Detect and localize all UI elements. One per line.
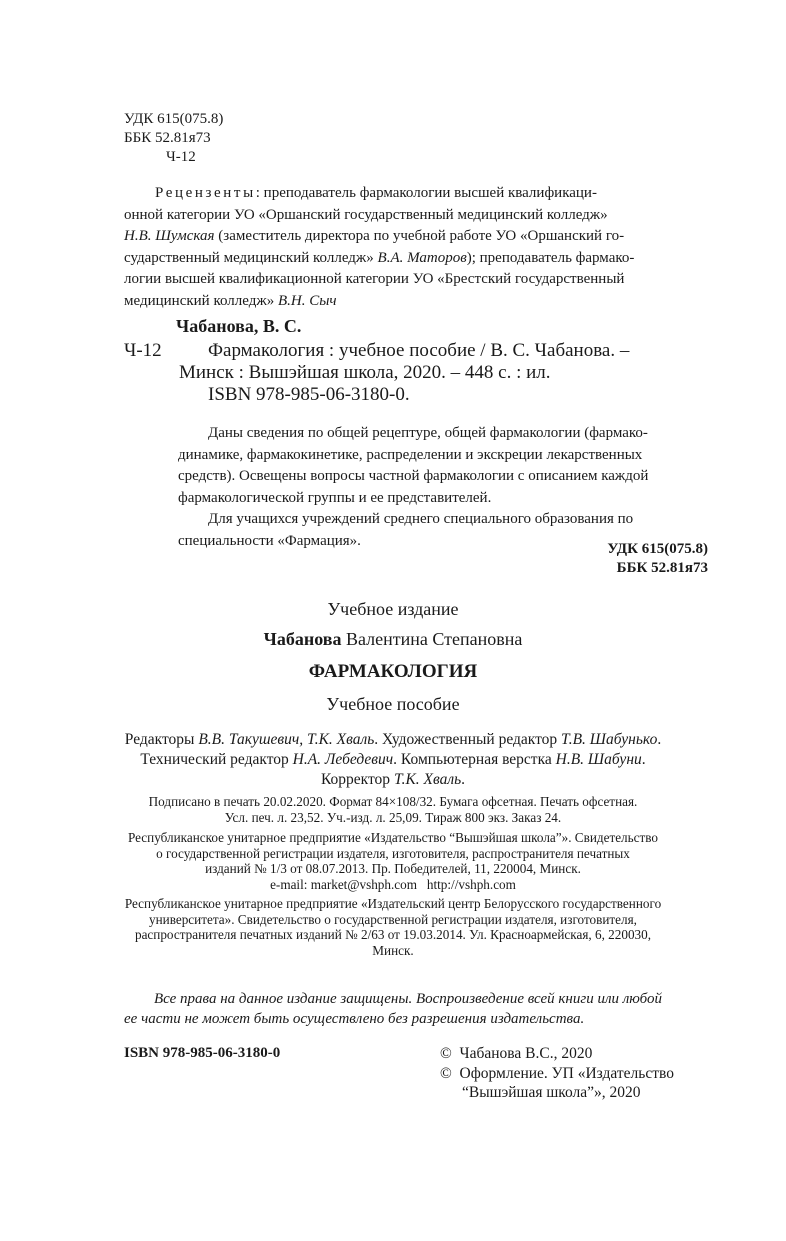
- editor-name: Н.А. Лебедевич: [292, 751, 394, 768]
- printer-line: Республиканское унитарное предприятие «Издательский центр Белорусского государственного: [124, 896, 662, 911]
- reviewers-line: логии высшей квалификационной категории УО «Брестский государственный: [124, 271, 625, 287]
- copyright-line: © Чабанова В.С., 2020: [440, 1045, 593, 1062]
- reviewers-line: медицинский колледж»: [124, 292, 278, 309]
- print-info: [0, 794, 786, 825]
- printer-info: [0, 896, 786, 958]
- print-info-line: Усл. печ. л. 23,52. Уч.-изд. л. 25,09. Тираж 800 экз. Заказ 24.: [224, 809, 562, 825]
- annotation: [178, 423, 648, 552]
- author-fullname: [0, 629, 786, 650]
- reviewers-line: (заместитель директора по учебной работе УО «Оршанский го-: [214, 228, 625, 244]
- publisher-contacts: e-mail: market@vshph.com http://vshph.com: [270, 876, 516, 892]
- editor-punct: .: [641, 751, 646, 768]
- bbk-code: ББК 52.81я73: [124, 130, 211, 146]
- isbn: ISBN 978-985-06-3180-0: [124, 1045, 281, 1061]
- author-surname: Чабанова: [263, 629, 342, 649]
- reviewer-name: В.Н. Сыч: [277, 292, 337, 309]
- editor-name: Т.В. Шабунько: [561, 731, 658, 748]
- reviewers-line: сударственный медицинский колледж»: [124, 249, 378, 266]
- annotation-line: Даны сведения по общей рецептуре, общей фармакологии (фармако-: [208, 425, 648, 441]
- reviewers-line: ); преподаватель фармако-: [466, 249, 635, 266]
- rights-notice: [124, 989, 662, 1029]
- annotation-line: Для учащихся учреждений среднего специального образования по: [208, 511, 634, 527]
- annotation-line: динамике, фармакокинетике, распределении и экскреции лекарственных: [178, 446, 643, 463]
- editor-role: . Художественный редактор: [374, 731, 562, 748]
- bib-isbn: ISBN 978-985-06-3180-0.: [208, 384, 410, 405]
- printer-line: распространителя печатных изданий № 2/63 от 19.03.2014. Ул. Красноармейская, 6, 220030,: [134, 927, 652, 942]
- printer-line: университета». Свидетельство о государственной регистрации издателя, изготовителя,: [149, 911, 637, 927]
- editor-role: Корректор: [320, 771, 394, 788]
- rights-line: ее части не может быть осуществлено без разрешения издательства.: [124, 1011, 585, 1027]
- reviewer-name: Н.В. Шумская: [124, 228, 215, 244]
- classification-codes: [607, 540, 708, 578]
- reviewers-label: Рецензенты: [155, 185, 256, 201]
- bib-line: Минск : Вышэйшая школа, 2020. – 448 с. : ил.: [179, 362, 551, 383]
- udk-code-bold: УДК 615(075.8): [607, 541, 708, 557]
- editor-role: Технический редактор: [140, 751, 293, 768]
- bib-code: Ч-12: [124, 340, 162, 361]
- reviewers-block: [124, 183, 634, 312]
- annotation-line: фармакологической группы и ее представителей.: [178, 489, 492, 506]
- bibliographic-entry: [124, 340, 724, 406]
- header-codes: [124, 110, 223, 167]
- annotation-line: специальности «Фармация».: [178, 532, 361, 549]
- author-mark: Ч-12: [166, 149, 196, 165]
- edition-type: Учебное издание: [327, 599, 459, 619]
- book-subtitle: Учебное пособие: [326, 694, 460, 714]
- editor-punct: .: [657, 731, 662, 748]
- editor-name: Н.В. Шабуни: [555, 751, 642, 768]
- editor-name: В.В. Такушевич, Т.К. Хваль: [198, 731, 375, 748]
- print-info-line: Подписано в печать 20.02.2020. Формат 84×108/32. Бумага офсетная. Печать офсетная.: [148, 794, 638, 809]
- book-title: ФАРМАКОЛОГИЯ: [308, 661, 478, 682]
- annotation-line: средств). Освещены вопросы частной фармакологии с описанием каждой: [178, 468, 649, 484]
- editor-punct: .: [461, 771, 466, 788]
- copyright-block: [440, 1044, 674, 1103]
- copyright-line: © Оформление. УП «Издательство: [440, 1064, 674, 1082]
- udk-code: УДК 615(075.8): [124, 111, 224, 127]
- publisher-line: изданий № 1/3 от 08.07.2013. Пр. Победителей, 11, 220004, Минск.: [205, 861, 581, 876]
- bib-line: Фармакология : учебное пособие / В. С. Чабанова. –: [208, 340, 630, 361]
- reviewers-line: онной категории УО «Оршанский государственный медицинский колледж»: [124, 206, 608, 223]
- editor-role: . Компьютерная верстка: [393, 751, 556, 768]
- editors-block: [0, 730, 786, 790]
- bib-author: Чабанова, В. С.: [176, 316, 302, 336]
- publisher-info: [0, 830, 786, 892]
- rights-line: Все права на данное издание защищены. Воспроизведение всей книги или любой: [154, 991, 663, 1007]
- printer-line: Минск.: [372, 942, 414, 958]
- author-given-names: Валентина Степановна: [345, 629, 523, 649]
- copyright-line: “Вышэйшая школа”», 2020: [462, 1084, 641, 1101]
- editor-name: Т.К. Хваль: [393, 771, 462, 788]
- reviewers-line: : преподаватель фармакологии высшей квалификаци-: [255, 185, 597, 201]
- publisher-line: Республиканское унитарное предприятие «Издательство “Вышэйшая школа”». Свидетельство: [127, 830, 659, 845]
- bbk-code-bold: ББК 52.81я73: [616, 560, 708, 576]
- editor-role: Редакторы: [124, 731, 199, 748]
- publisher-line: о государственной регистрации издателя, изготовителя, распространителя печатных: [156, 845, 630, 861]
- reviewer-name: В.А. Маторов: [377, 249, 467, 266]
